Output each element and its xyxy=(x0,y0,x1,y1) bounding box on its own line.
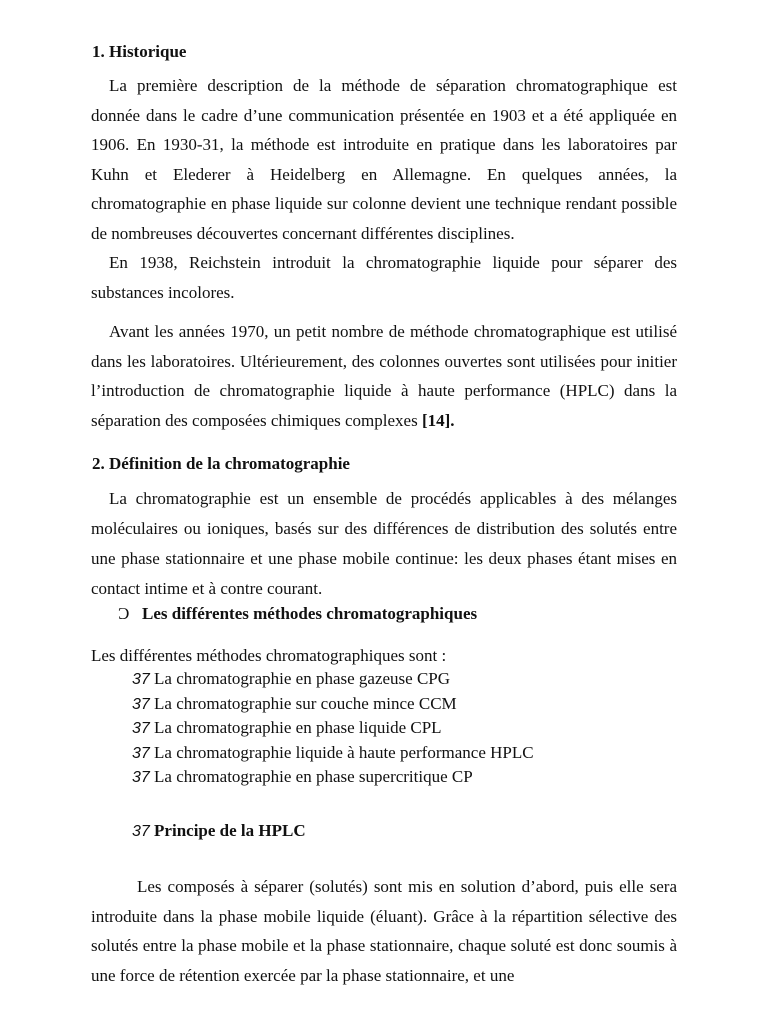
principle-heading xyxy=(132,820,306,843)
section-heading-definition: 2. Définition de la chromatographie xyxy=(92,454,350,473)
list-item xyxy=(132,716,534,741)
list-item-text: La chromatographie sur couche mince CCM xyxy=(154,693,457,713)
list-bullet-icon: 37 xyxy=(132,720,150,737)
section-heading-historique: 1. Historique xyxy=(92,42,187,61)
list-item xyxy=(132,667,534,692)
methods-list xyxy=(132,667,534,790)
paragraph-before-1970 xyxy=(91,317,677,435)
list-item xyxy=(132,765,534,790)
list-item xyxy=(132,692,534,717)
principle-bullet-icon: 37 xyxy=(132,823,150,840)
reference-citation: [14]. xyxy=(421,410,455,430)
list-item-text: La chromatographie en phase supercritique CP xyxy=(154,767,473,786)
principle-heading-text: Principe de la HPLC xyxy=(154,821,306,840)
list-item-text: La chromatographie en phase liquide CPL xyxy=(154,718,442,737)
list-item-text: La chromatographie en phase gazeuse CPG xyxy=(154,669,451,688)
list-item xyxy=(132,741,534,766)
paragraph-definition: La chromatographie est un ensemble de procédés applicables à des mélanges moléculaires ou ioniques, basés sur des différences de distribution des solutés entre une phase stationnaire et une phase mobile continue: les deux phases étant mises en contact intime et à contre courant. xyxy=(91,489,677,598)
paragraph-reichstein: En 1938, Reichstein introduit la chromatographie liquide pour séparer des substances incolores. xyxy=(91,253,677,302)
methods-list-intro: Les différentes méthodes chromatographiques sont : xyxy=(91,646,447,665)
paragraph-before-1970-text: Avant les années 1970, un petit nombre de méthode chromatographique est utilisé dans les laboratoires. Ultérieurement, des colonnes ouvertes sont utilisées pour initier l’introduction de chromatographie liquide à haute performance (HPLC) dans la séparation des composées chimiques complexes xyxy=(91,322,677,430)
paragraph-history-origins: La première description de la méthode de séparation chromatographique est donnée dans le cadre d’une communication présentée en 1903 et a été appliquée en 1906. En 1930-31, la méthode est introduite en pratique dans les laboratoires par Kuhn et Elederer à Heidelberg en Allemagne. En quelques années, la chromatographie en phase liquide sur colonne devient une technique rendant possible de nombreuses découvertes concernant différentes disciplines. xyxy=(91,76,677,243)
list-bullet-icon: 37 xyxy=(132,769,150,786)
subheading-methods-text: Les différentes méthodes chromatographiques xyxy=(142,604,478,623)
list-item-text: La chromatographie liquide à haute performance HPLC xyxy=(154,742,534,762)
paragraph-principle: Les composés à séparer (solutés) sont mis en solution d’abord, puis elle sera introduite dans la phase mobile liquide (éluant). Grâce à la répartition sélective des solutés entre la phase mobile et la phase stationnaire, chaque soluté est donc soumis à une force de rétention exercée par la phase stationnaire, et une xyxy=(91,877,677,985)
subheading-bullet-icon: Ɔ xyxy=(118,604,130,623)
list-bullet-icon: 37 xyxy=(132,744,150,762)
subheading-methods xyxy=(118,603,477,625)
list-bullet-icon: 37 xyxy=(132,671,150,688)
list-bullet-icon: 37 xyxy=(132,695,150,713)
